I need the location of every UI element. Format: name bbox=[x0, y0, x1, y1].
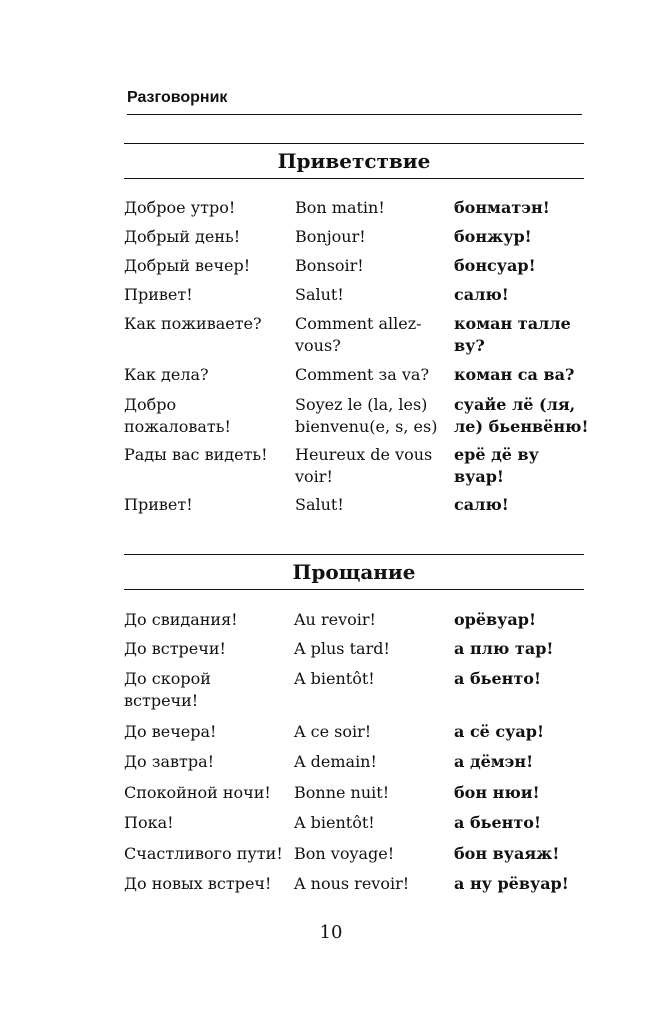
russian-phrase: До свидания! bbox=[124, 610, 238, 629]
section-title-farewells: Прощание bbox=[292, 560, 416, 584]
russian-phrase: Счастливого пути! bbox=[124, 844, 283, 863]
french-phrase: Salut! bbox=[295, 285, 344, 304]
french-phrase: Au revoir! bbox=[294, 610, 376, 629]
russian-phrase: До новых встреч! bbox=[124, 874, 272, 893]
russian-phrase: Добрый вечер! bbox=[124, 256, 251, 275]
transcription: бон вуаяж! bbox=[454, 844, 560, 863]
russian-phrase: Спокойной ночи! bbox=[124, 783, 271, 802]
transcription: а сё суар! bbox=[454, 722, 544, 741]
header-rule bbox=[127, 114, 582, 115]
transcription: салю! bbox=[454, 495, 509, 514]
russian-phrase: Добрый день! bbox=[124, 227, 241, 246]
transcription: а дёмэн! bbox=[454, 752, 534, 771]
section-title-greetings: Приветствие bbox=[277, 149, 431, 173]
transcription: ерё дё ву вуар! bbox=[454, 445, 539, 486]
transcription: бонсуар! bbox=[454, 256, 536, 275]
transcription: а ну рёвуар! bbox=[454, 874, 569, 893]
russian-phrase: Доброе утро! bbox=[124, 198, 236, 217]
section-rule-bottom bbox=[124, 178, 584, 179]
french-phrase: Salut! bbox=[295, 495, 344, 514]
french-phrase: Comment allez-vous? bbox=[295, 314, 422, 355]
transcription: орёвуар! bbox=[454, 610, 536, 629]
russian-phrase: Пока! bbox=[124, 813, 174, 832]
russian-phrase: Как дела? bbox=[124, 365, 209, 384]
russian-phrase: Привет! bbox=[124, 495, 193, 514]
section-rule-bottom bbox=[124, 589, 584, 590]
russian-phrase: Как поживаете? bbox=[124, 314, 262, 333]
french-phrase: Soyez le (la, les) bienvenu(e, s, es) bbox=[295, 395, 438, 436]
french-phrase: Bon voyage! bbox=[294, 844, 395, 863]
russian-phrase: До вечера! bbox=[124, 722, 217, 741]
french-phrase: A nous revoir! bbox=[294, 874, 410, 893]
french-phrase: Comment за va? bbox=[295, 365, 430, 384]
french-phrase: Heureux de vous voir! bbox=[295, 445, 433, 486]
transcription: бонматэн! bbox=[454, 198, 550, 217]
transcription: а бьенто! bbox=[454, 669, 541, 688]
russian-phrase: До скорой встречи! bbox=[124, 669, 211, 710]
french-phrase: A bientôt! bbox=[294, 669, 375, 688]
russian-phrase: До завтра! bbox=[124, 752, 215, 771]
french-phrase: A bientôt! bbox=[294, 813, 375, 832]
page-number: 10 bbox=[319, 922, 343, 943]
french-phrase: A demain! bbox=[294, 752, 377, 771]
transcription: а бьенто! bbox=[454, 813, 541, 832]
french-phrase: Bonjour! bbox=[295, 227, 366, 246]
transcription: салю! bbox=[454, 285, 509, 304]
french-phrase: A ce soir! bbox=[294, 722, 372, 741]
french-phrase: Bonne nuit! bbox=[294, 783, 390, 802]
russian-phrase: Добро пожаловать! bbox=[124, 395, 231, 436]
section-greetings-header bbox=[124, 143, 584, 179]
russian-phrase: Рады вас видеть! bbox=[124, 445, 268, 464]
transcription: коман са ва? bbox=[454, 365, 575, 384]
section-farewells-header bbox=[124, 554, 584, 590]
french-phrase: Bonsoir! bbox=[295, 256, 364, 275]
french-phrase: Bon matin! bbox=[295, 198, 385, 217]
french-phrase: A plus tard! bbox=[294, 639, 390, 658]
transcription: бон нюи! bbox=[454, 783, 540, 802]
running-head: Разговорник bbox=[127, 89, 228, 106]
transcription: коман талле ву? bbox=[454, 314, 571, 355]
russian-phrase: До встречи! bbox=[124, 639, 226, 658]
transcription: бонжур! bbox=[454, 227, 532, 246]
transcription: а плю тар! bbox=[454, 639, 554, 658]
transcription: суайе лё (ля, ле) бьенвёню! bbox=[454, 395, 589, 436]
russian-phrase: Привет! bbox=[124, 285, 193, 304]
